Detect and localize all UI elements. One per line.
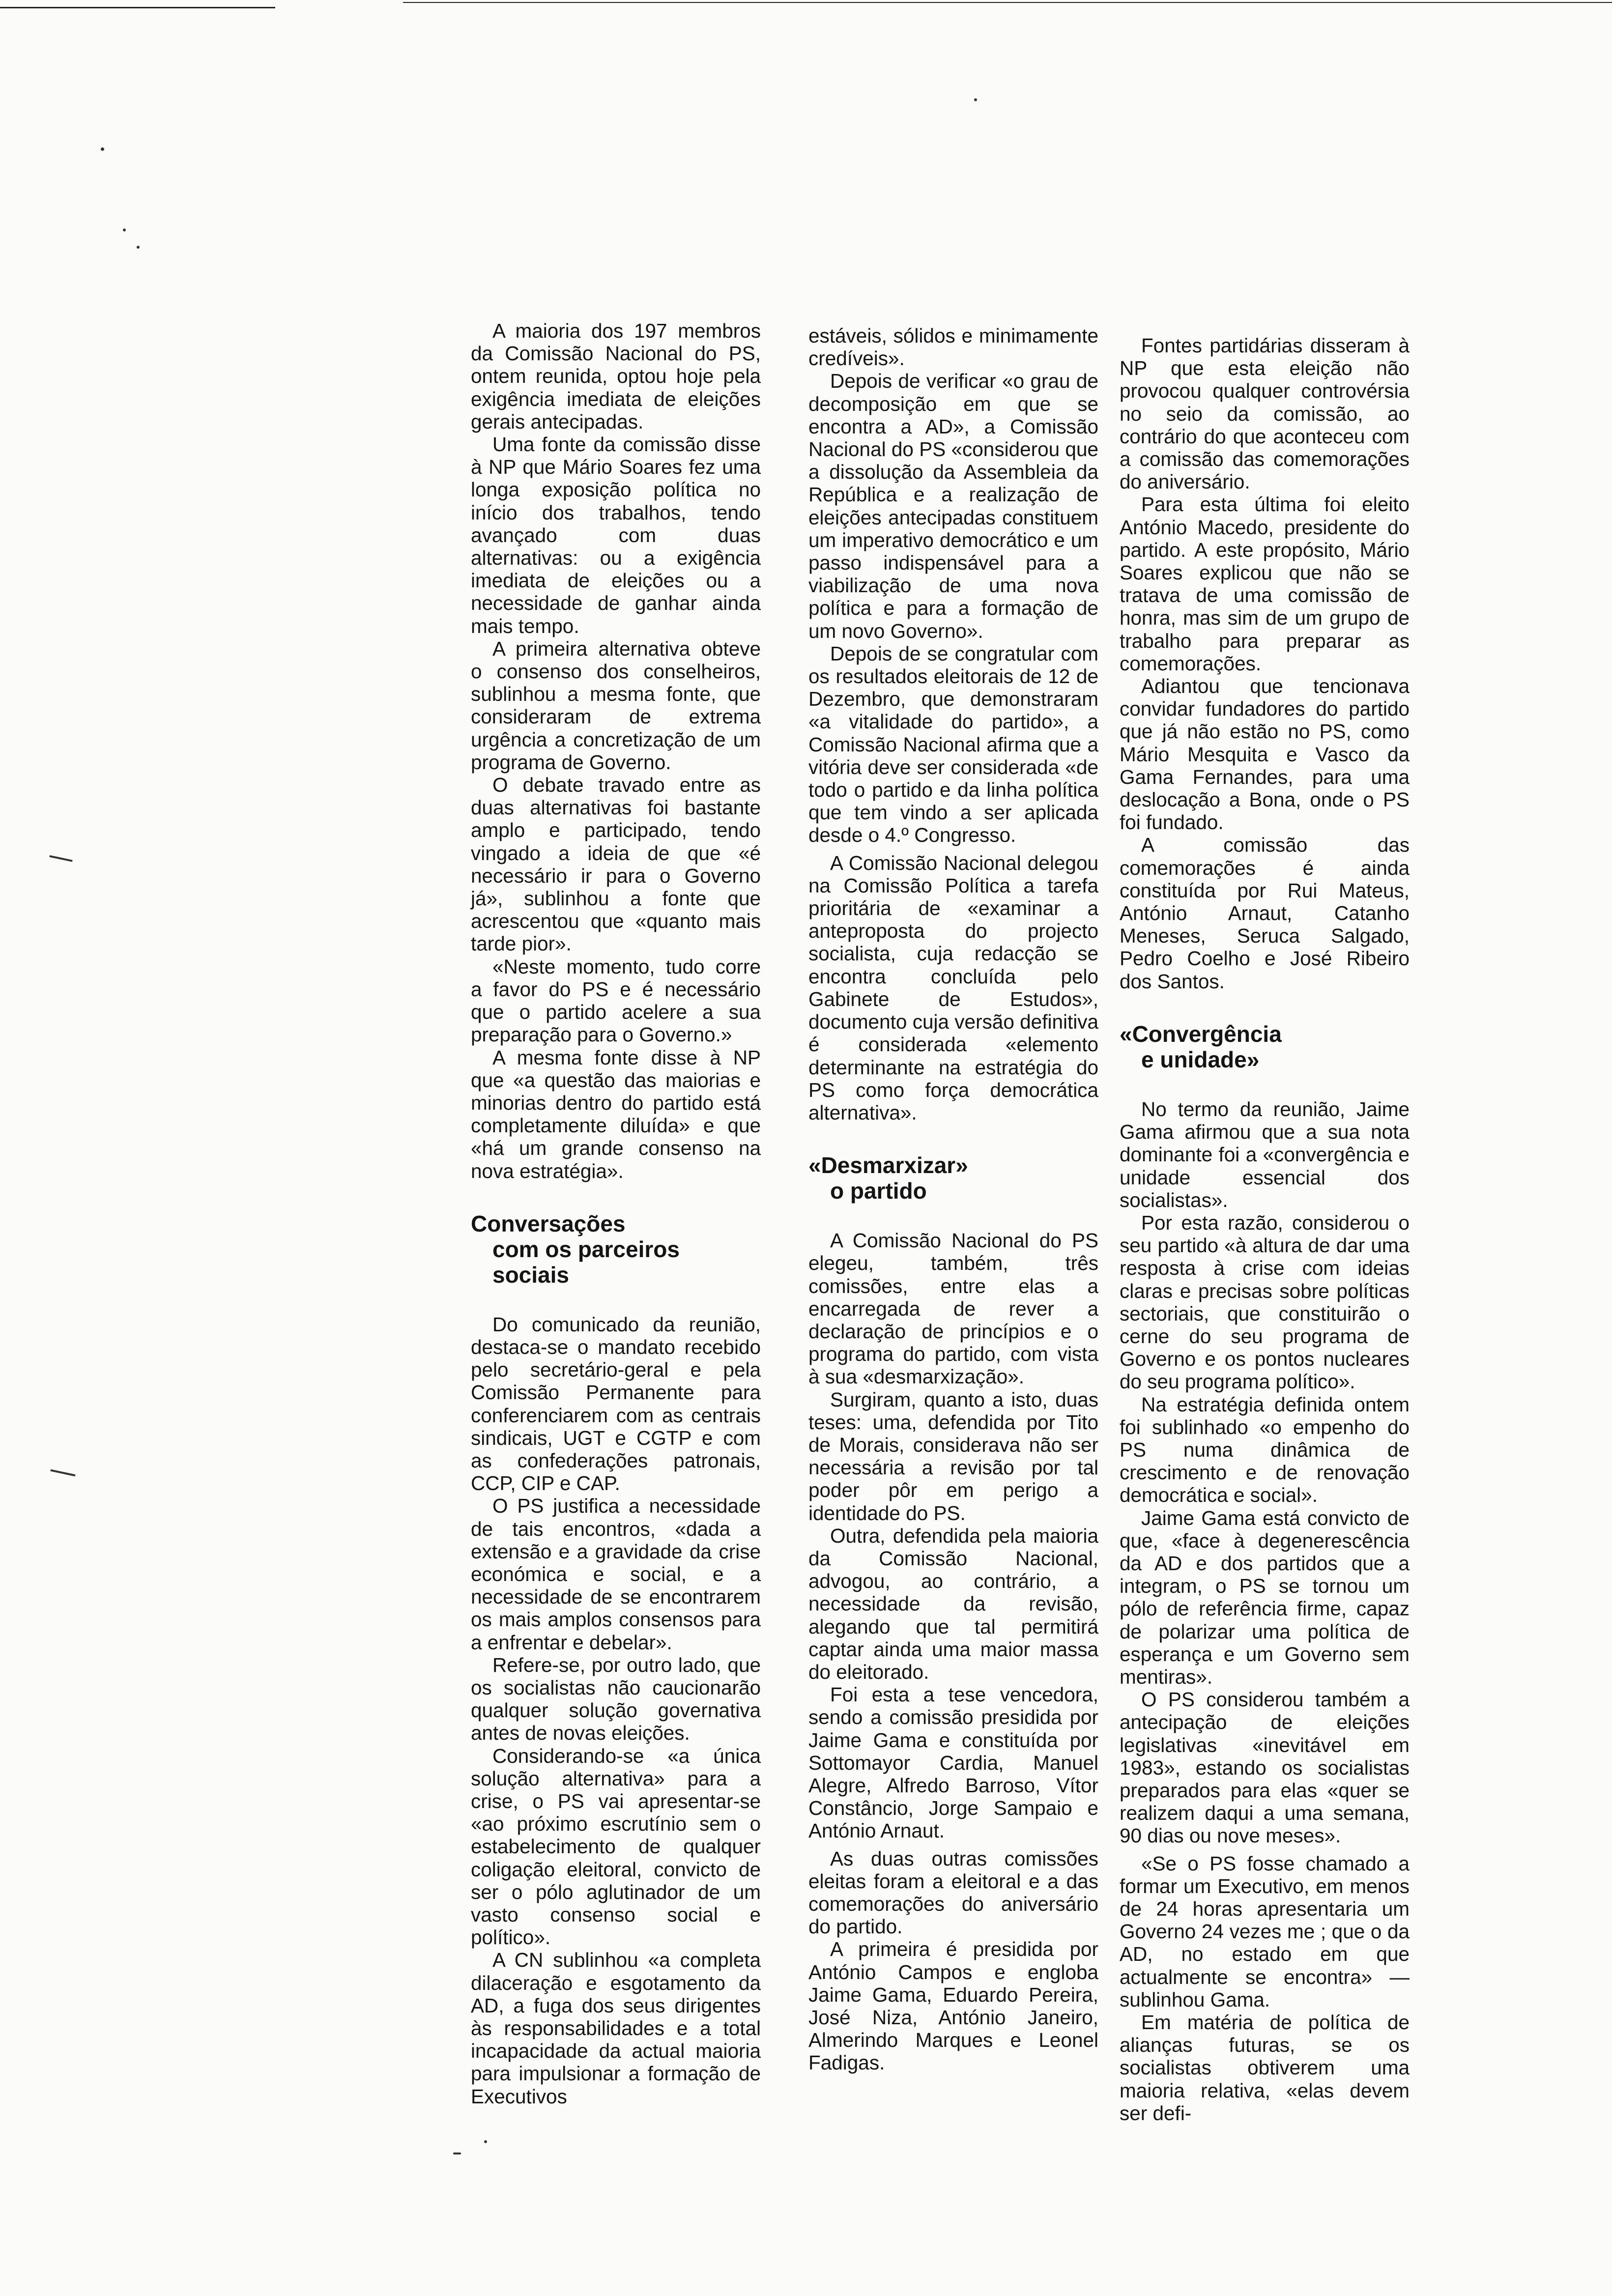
scan-edge-line	[0, 7, 275, 8]
subheading-convergencia	[1120, 1021, 1410, 1072]
article-column-3	[1120, 334, 1410, 2124]
subheading-line: com os parceiros	[492, 1236, 680, 1262]
subheading-conversacoes	[471, 1211, 761, 1288]
paragraph: Refere-se, por outro lado, que os socialistas não caucionarão qualquer solução governativa antes de novas eleições.	[471, 1653, 761, 1745]
paragraph: Depois de se congratular com os resultados eleitorais de 12 de Dezembro, que demonstraram «a vitalidade do partido», a Comissão Nacional afirma que a vitória deve ser considerada «de todo o partido e da linha política que tem vindo a ser aplicada desde o 4.º Congresso.	[808, 642, 1098, 847]
paragraph: Depois de verificar «o grau de decomposição em que se encontra a AD», a Comissão Nacional do PS «considerou que a dissolução da Assembleia da República e a realização de eleições antecipadas constituem um imperativo democrático e um passo indispensável para a viabilização de uma nova política e para a formação de um novo Governo».	[808, 370, 1098, 642]
paragraph: O debate travado entre as duas alternativas foi bastante amplo e participado, tendo vingado a ideia de que «é necessário ir para o Governo já», sublinhou a fonte que acrescentou que «quanto mais tarde pior».	[471, 774, 761, 955]
paragraph: A maioria dos 197 membros da Comissão Nacional do PS, ontem reunida, optou hoje pela exigência imediata de eleições gerais antecipadas.	[471, 319, 761, 433]
scan-mark	[49, 855, 73, 862]
paragraph: Foi esta a tese vencedora, sendo a comissão presidida por Jaime Gama e constituída por Sottomayor Cardia, Manuel Alegre, Alfredo Barroso, Vítor Constâncio, Jorge Sampaio e António Arnaut.	[808, 1683, 1098, 1842]
paragraph: Surgiram, quanto a isto, duas teses: uma, defendida por Tito de Morais, considerava não ser necessária a revisão por tal poder pôr em perigo a identidade do PS.	[808, 1388, 1098, 1524]
paragraph: Para esta última foi eleito António Macedo, presidente do partido. A este propósito, Mário Soares explicou que não se tratava de uma comissão de honra, mas sim de um grupo de trabalho para preparar as comemorações.	[1120, 493, 1410, 675]
paragraph: A Comissão Nacional delegou na Comissão Política a tarefa prioritária de «examinar a anteproposta do projecto socialista, cuja redacção se encontra concluída pelo Gabinete de Estudos», documento cuja versão definitiva é considerada «elemento determinante na estratégia do PS como força democrática alternativa».	[808, 851, 1098, 1124]
paragraph: Outra, defendida pela maioria da Comissão Nacional, advogou, ao contrário, a necessidade da revisão, alegando que tal permitirá captar ainda uma maior massa do eleitorado.	[808, 1524, 1098, 1683]
paragraph: «Neste momento, tudo corre a favor do PS e é necessário que o partido acelere a sua preparação para o Governo.»	[471, 955, 761, 1046]
paragraph: Em matéria de política de alianças futuras, se os socialistas obtiverem uma maioria relativa, «elas devem ser defi-	[1120, 2011, 1410, 2124]
subheading-desmarxizar	[808, 1152, 1098, 1204]
paragraph: Fontes partidárias disseram à NP que esta eleição não provocou qualquer controvérsia no seio da comissão, ao contrário do que aconteceu com a comissão das comemorações do aniversário.	[1120, 334, 1410, 493]
scan-mark	[50, 1469, 76, 1477]
paragraph: A Comissão Nacional do PS elegeu, também, três comissões, entre elas a encarregada de rever a declaração de princípios e o programa do partido, com vista à sua «desmarxização».	[808, 1229, 1098, 1388]
scan-speck	[484, 2140, 487, 2143]
paragraph: Adiantou que tencionava convidar fundadores do partido que já não estão no PS, como Mário Mesquita e Vasco da Gama Fernandes, para uma deslocação a Bona, onde o PS foi fundado.	[1120, 675, 1410, 834]
paragraph: estáveis, sólidos e minimamente credíveis».	[808, 324, 1098, 370]
paragraph: Jaime Gama está convicto de que, «face à degenerescência da AD e dos partidos que a integram, o PS se tornou um pólo de referência firme, capaz de polarizar uma política de esperança e um Governo sem mentiras».	[1120, 1506, 1410, 1688]
scan-speck	[101, 147, 104, 151]
scan-speck	[974, 98, 977, 101]
paragraph: Na estratégia definida ontem foi sublinhado «o empenho do PS numa dinâmica de crescimento e de renovação democrática e social».	[1120, 1393, 1410, 1507]
subheading-line: sociais	[492, 1262, 569, 1288]
paragraph: O PS considerou também a antecipação de eleições legislativas «inevitável em 1983», estando os socialistas preparados para elas «quer se realizem daqui a uma semana, 90 dias ou nove meses».	[1120, 1688, 1410, 1847]
scan-speck	[123, 229, 126, 231]
paragraph: A mesma fonte disse à NP que «a questão das maiorias e minorias dentro do partido está completamente diluída» e que «há um grande consenso na nova estratégia».	[471, 1046, 761, 1182]
paragraph: O PS justifica a necessidade de tais encontros, «dada a extensão e a gravidade da crise económica e social, e a necessidade de se encontrarem os mais amplos consensos para a enfrentar e debelar».	[471, 1494, 761, 1654]
scan-edge-line	[403, 2, 1612, 3]
paragraph: Por esta razão, considerou o seu partido «à altura de dar uma resposta à crise com ideias claras e precisas sobre políticas sectoriais, que constituirão o cerne do seu programa de Governo e os pontos nucleares do seu programa político».	[1120, 1211, 1410, 1393]
scan-mark	[453, 2152, 461, 2154]
paragraph: A primeira alternativa obteve o consenso dos conselheiros, sublinhou a mesma fonte, que consideraram de extrema urgência a concretização de um programa de Governo.	[471, 637, 761, 774]
subheading-line: «Desmarxizar»	[808, 1152, 968, 1178]
article-column-2	[808, 324, 1098, 2074]
paragraph: A comissão das comemorações é ainda constituída por Rui Mateus, António Arnaut, Catanho Meneses, Seruca Salgado, Pedro Coelho e José Ribeiro dos Santos.	[1120, 833, 1410, 993]
paragraph: Considerando-se «a única solução alternativa» para a crise, o PS vai apresentar-se «ao próximo escrutínio sem o estabelecimento de qualquer coligação eleitoral, convicto de ser o pólo aglutinador de um vasto consenso social e político».	[471, 1744, 761, 1949]
paragraph: «Se o PS fosse chamado a formar um Executivo, em menos de 24 horas apresentaria um Governo 24 vezes me ; que o da AD, no estado em que actualmente se encontra» — sublinhou Gama.	[1120, 1852, 1410, 2011]
subheading-line: «Convergência	[1120, 1021, 1282, 1047]
paragraph: As duas outras comissões eleitas foram a eleitoral e a das comemorações do aniversário do partido.	[808, 1847, 1098, 1938]
paragraph: Uma fonte da comissão disse à NP que Mário Soares fez uma longa exposição política no início dos trabalhos, tendo avançado com duas alternativas: ou a exigência imediata de eleições ou a necessidade de ganhar ainda mais tempo.	[471, 433, 761, 637]
subheading-line: e unidade»	[1141, 1046, 1260, 1072]
subheading-line: Conversações	[471, 1210, 626, 1236]
paragraph: A primeira é presidida por António Campos e engloba Jaime Gama, Eduardo Pereira, José Niza, António Janeiro, Almerindo Marques e Leonel Fadigas.	[808, 1938, 1098, 2074]
paragraph: A CN sublinhou «a completa dilaceração e esgotamento da AD, a fuga dos seus dirigentes às responsabilidades e a total incapacidade da actual maioria para impulsionar a formação de Executivos	[471, 1949, 761, 2108]
paragraph: Do comunicado da reunião, destaca-se o mandato recebido pelo secretário-geral e pela Comissão Permanente para conferenciarem com as centrais sindicais, UGT e CGTP e com as confederações patronais, CCP, CIP e CAP.	[471, 1313, 761, 1495]
article-column-1	[471, 319, 761, 2108]
paragraph: No termo da reunião, Jaime Gama afirmou que a sua nota dominante foi a «convergência e unidade essencial dos socialistas».	[1120, 1097, 1410, 1211]
subheading-line: o partido	[830, 1178, 927, 1204]
scan-speck	[137, 246, 140, 249]
